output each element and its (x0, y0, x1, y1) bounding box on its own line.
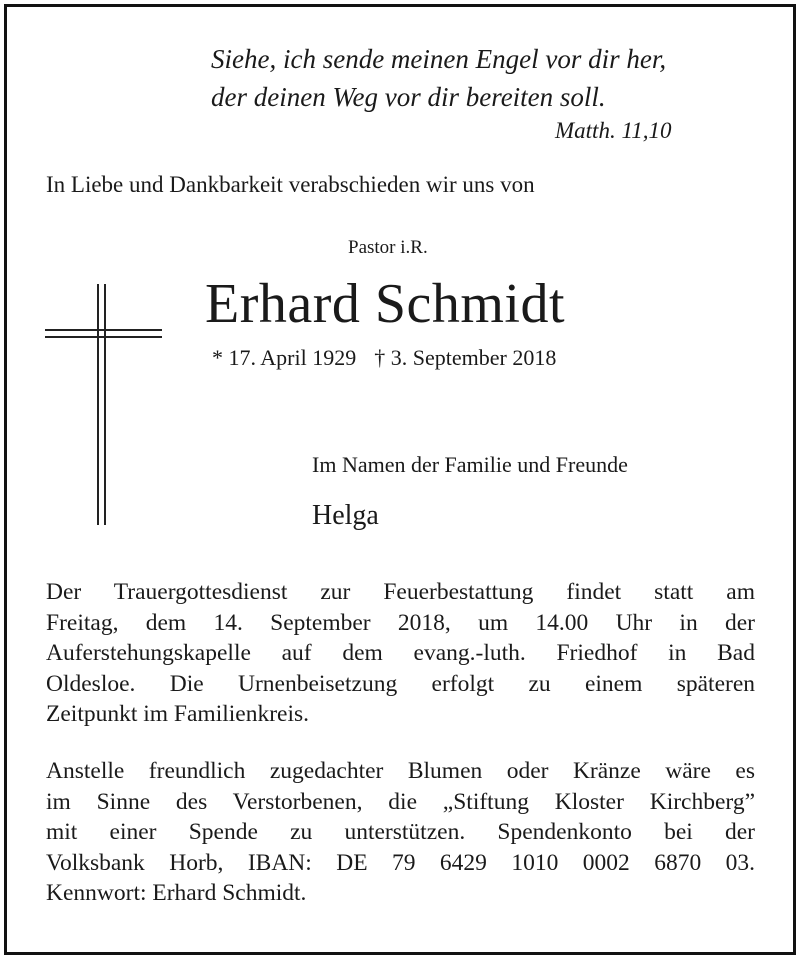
death-date: † 3. September 2018 (374, 345, 557, 370)
life-dates (212, 345, 556, 371)
service-line: Der Trauergottesdienst zur Feuerbestattung findet statt am (46, 579, 755, 605)
donation-line: Volksbank Horb, IBAN: DE 79 6429 1010 0002 6870 03. (46, 849, 755, 876)
cross-vertical-line (97, 284, 99, 525)
cross-horizontal-line (45, 336, 162, 338)
donation-line: Anstelle freundlich zugedachter Blumen oder Kränze wäre es (46, 758, 755, 784)
deceased-name: Erhard Schmidt (205, 273, 566, 335)
donation-line: Kennwort: Erhard Schmidt. (46, 880, 307, 906)
bible-quote-line-1: Siehe, ich sende meinen Engel vor dir her, (211, 44, 667, 74)
signer-name: Helga (312, 500, 379, 531)
service-line: Auferstehungskapelle auf dem evang.-luth. Friedhof in Bad (46, 640, 755, 666)
service-paragraph (46, 577, 755, 730)
donation-line: mit einer Spende zu unterstützen. Spendenkonto bei der (46, 819, 755, 845)
birth-date: * 17. April 1929 (212, 345, 357, 370)
intro-text: In Liebe und Dankbarkeit verabschieden wir uns von (46, 172, 535, 197)
deceased-title: Pastor i.R. (348, 237, 428, 258)
service-line: Freitag, dem 14. September 2018, um 14.00 Uhr in der (46, 609, 755, 636)
bible-reference: Matth. 11,10 (555, 118, 672, 143)
cross-horizontal-line (45, 329, 162, 331)
cross-vertical-line (104, 284, 106, 525)
bible-quote-line-2: der deinen Weg vor dir bereiten soll. (211, 82, 606, 112)
donation-line: im Sinne des Verstorbenen, die „Stiftung Kloster Kirchberg” (46, 788, 755, 815)
service-line: Zeitpunkt im Familienkreis. (46, 701, 310, 727)
donation-paragraph (46, 756, 755, 909)
service-line: Oldesloe. Die Urnenbeisetzung erfolgt zu einem späteren (46, 670, 755, 697)
family-line: Im Namen der Familie und Freunde (312, 452, 628, 477)
